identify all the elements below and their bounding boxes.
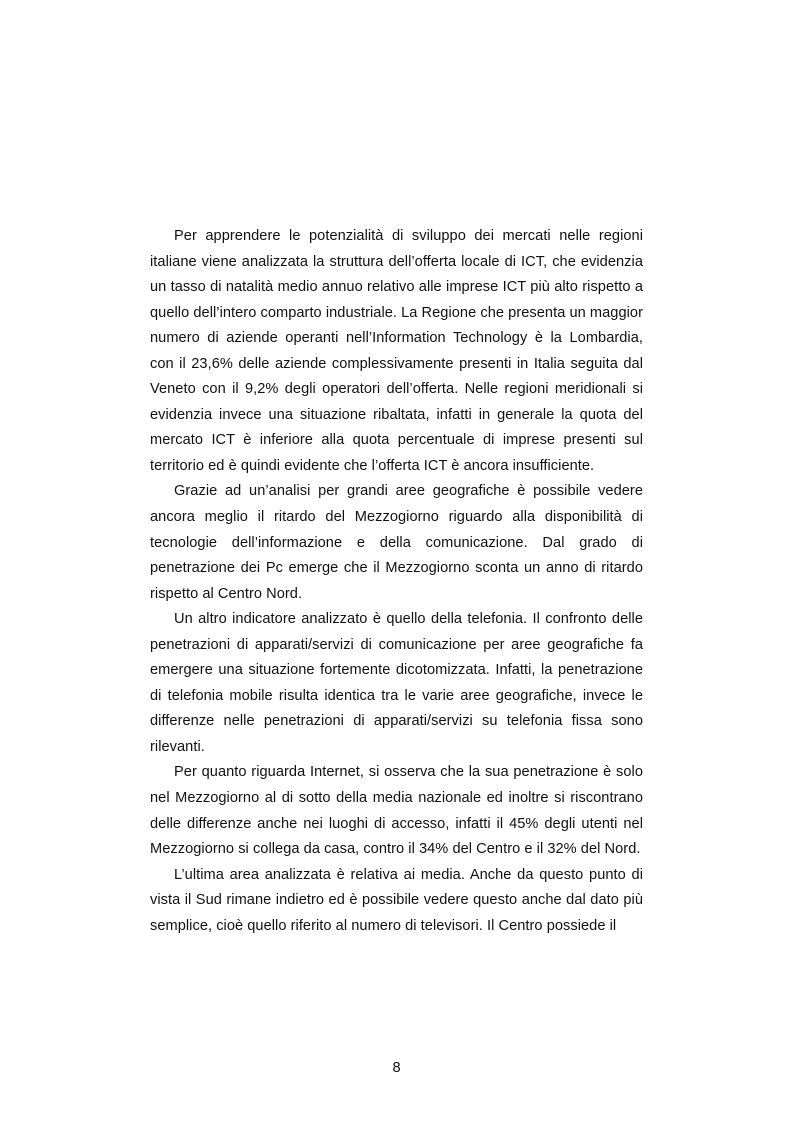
paragraph-ict-offer: Per apprendere le potenzialità di sviluppo dei mercati nelle regioni italiane viene analizzata la struttura dell’offerta locale di ICT, che evidenzia un tasso di natalità medio annuo relativo alle imprese ICT più alto rispetto a quello dell’intero comparto industriale. La Regione che presenta un maggior numero di aziende operanti nell’Information Technology è la Lombardia, con il 23,6% delle aziende complessivamente presenti in Italia seguita dal Veneto con il 9,2% degli operatori dell’offerta. Nelle regioni meridionali si evidenzia invece una situazione ribaltata, infatti in generale la quota del mercato ICT è inferiore alla quota percentuale di imprese presenti sul territorio ed è quindi evidente che l’offerta ICT è ancora insufficiente. xyxy=(150,228,643,474)
paragraph-geographic-areas: Grazie ad un’analisi per grandi aree geografiche è possibile vedere ancora meglio il ritardo del Mezzogiorno riguardo alla disponibilità di tecnologie dell’informazione e della comunicazione. Dal grado di penetrazione dei Pc emerge che il Mezzogiorno sconta un anno di ritardo rispetto al Centro Nord. xyxy=(150,483,643,602)
body-text xyxy=(150,224,643,939)
paragraph-media: L’ultima area analizzata è relativa ai media. Anche da questo punto di vista il Sud rimane indietro ed è possibile vedere questo anche dal dato più semplice, cioè quello riferito al numero di televisori. Il Centro possiede il xyxy=(150,866,643,934)
paragraph-telephony: Un altro indicatore analizzato è quello della telefonia. Il confronto delle penetrazioni di apparati/servizi di comunicazione per aree geografiche fa emergere una situazione fortemente dicotomizzata. Infatti, la penetrazione di telefonia mobile risulta identica tra le varie aree geografiche, invece le differenze nelle penetrazioni di apparati/servizi su telefonia fissa sono rilevanti. xyxy=(150,611,643,755)
paragraph-internet: Per quanto riguarda Internet, si osserva che la sua penetrazione è solo nel Mezzogiorno al di sotto della media nazionale ed inoltre si riscontrano delle differenze anche nei luoghi di accesso, infatti il 45% degli utenti nel Mezzogiorno si collega da casa, contro il 34% del Centro e il 32% del Nord. xyxy=(150,764,643,858)
page-number: 8 xyxy=(392,1060,401,1076)
